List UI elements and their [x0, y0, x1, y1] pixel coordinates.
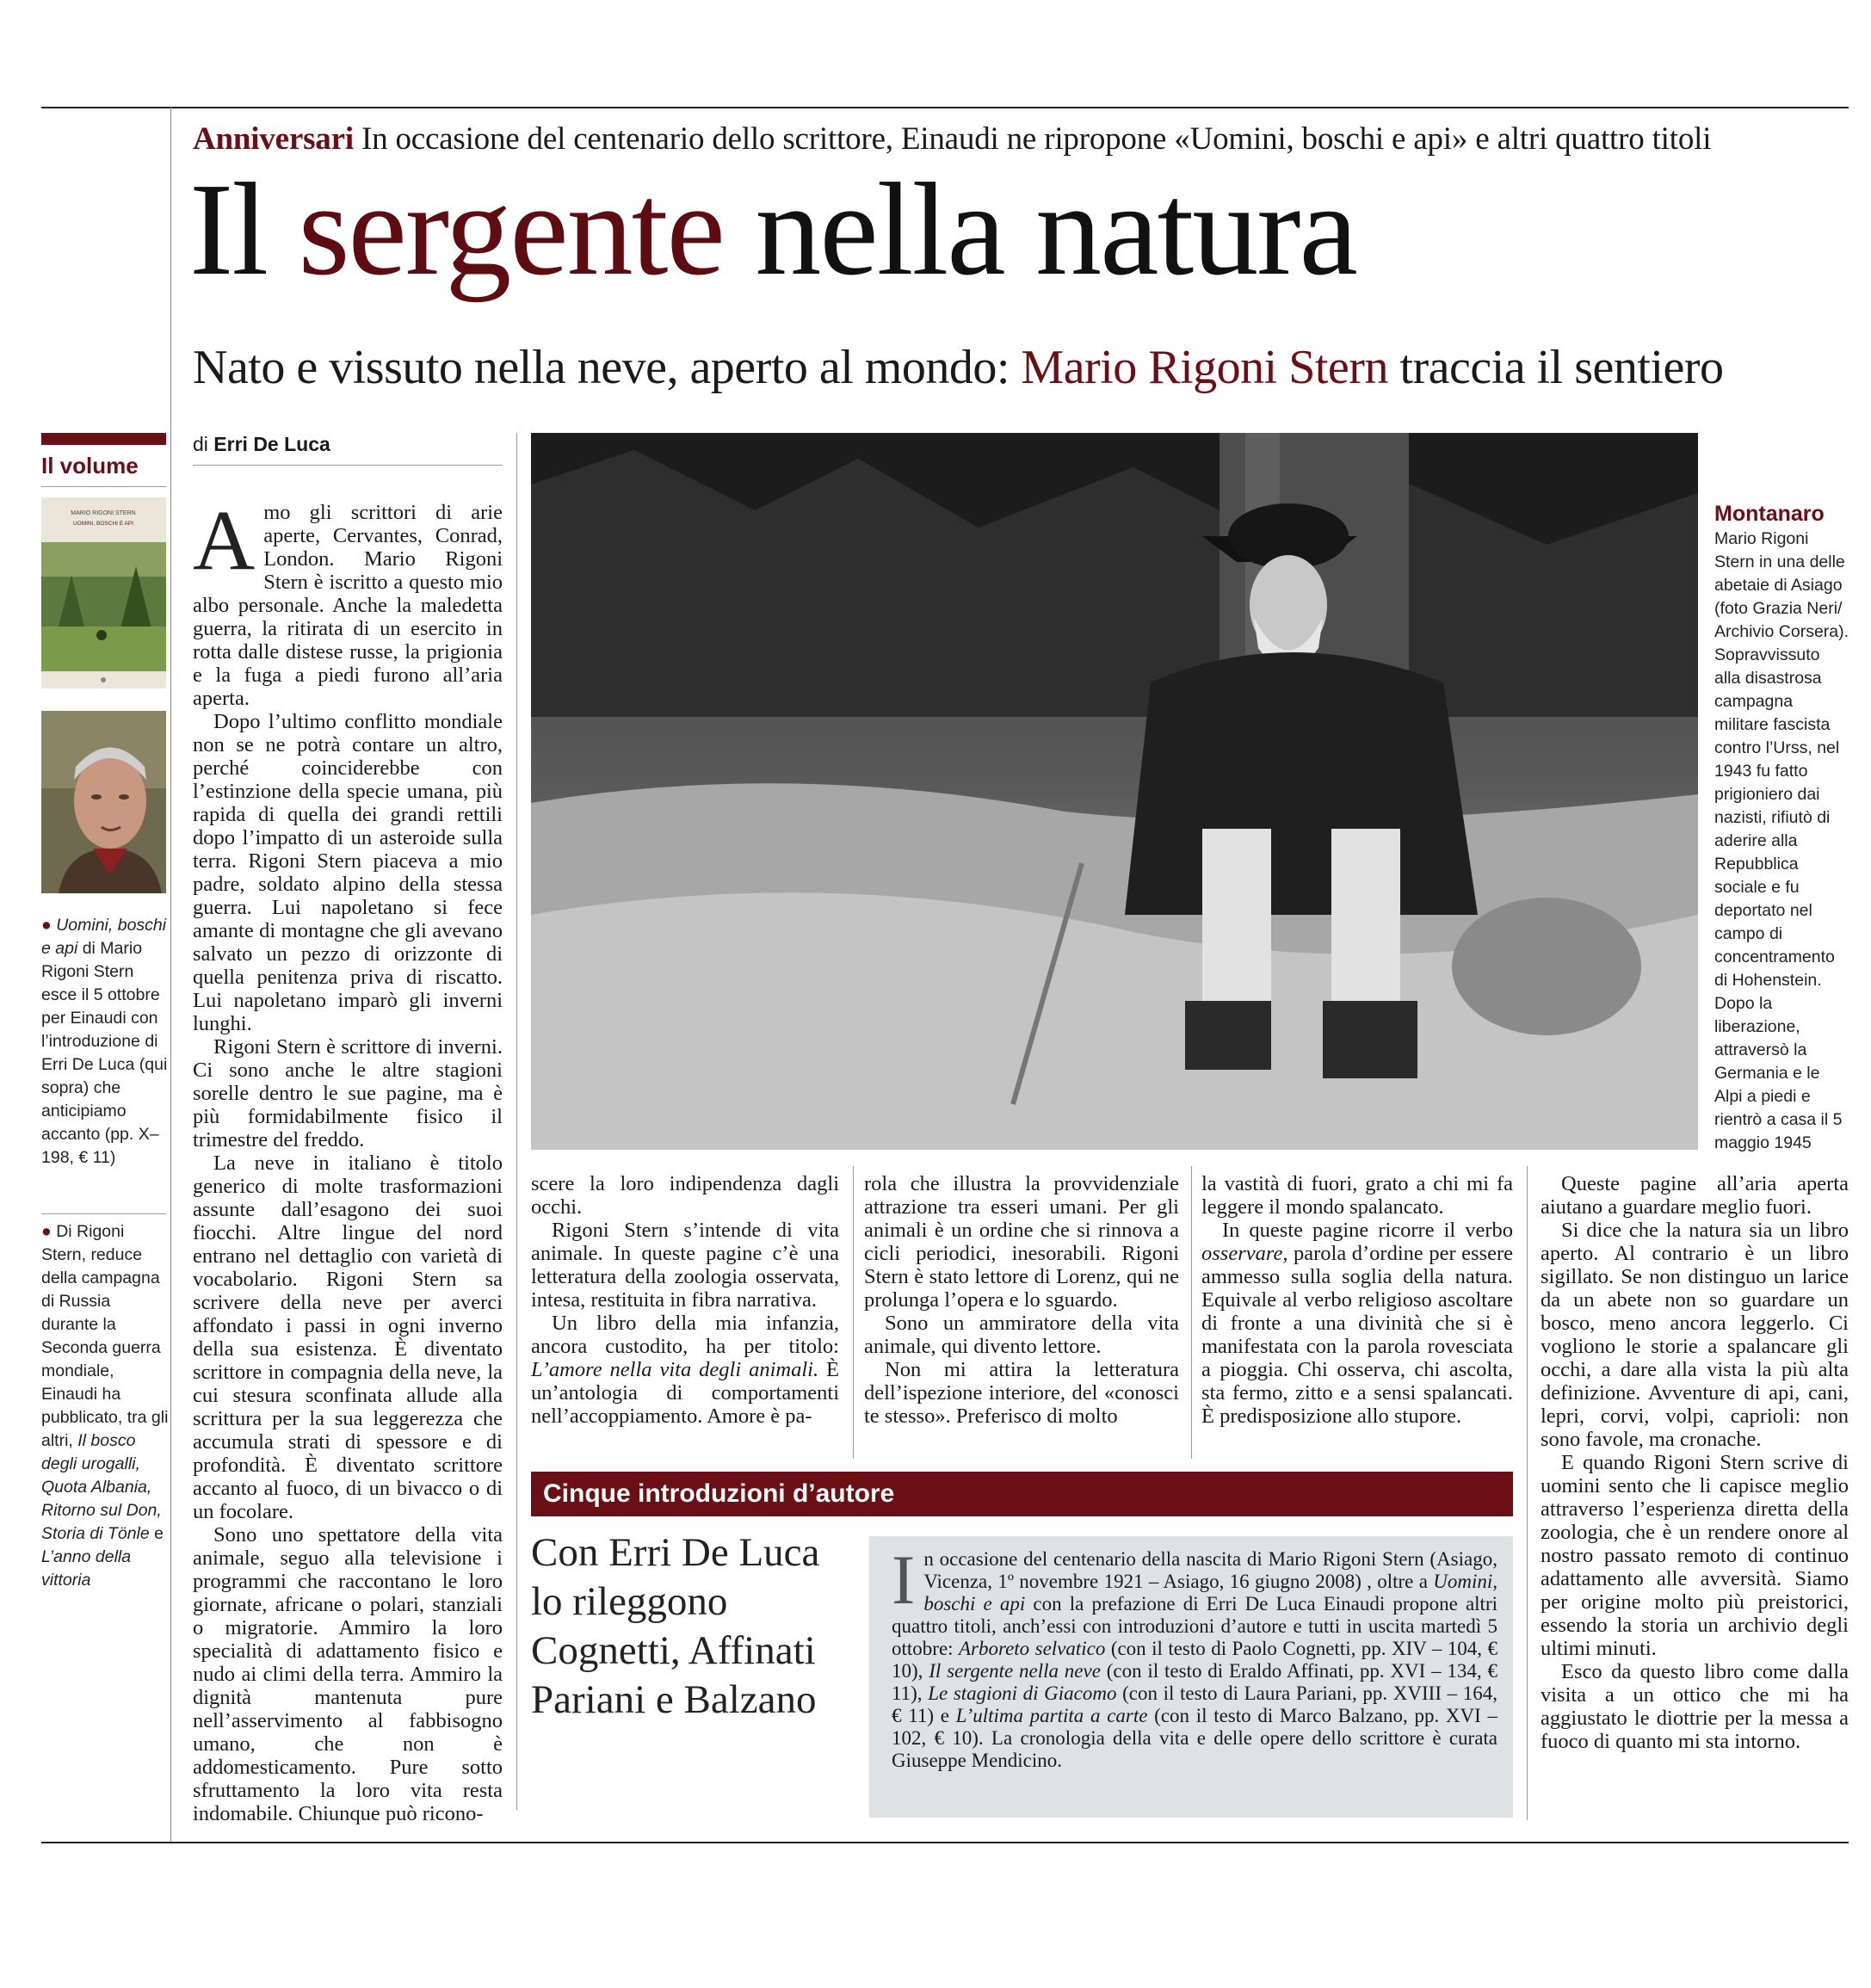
box-text-part: n occasione del centenario della nascita di Mario Rigoni Stern (Asiago, Vicenza, 1º novembre 1921 – Asiago, 16 giugno 2008) , oltre a [923, 1548, 1497, 1592]
article-column-4 [1201, 1172, 1513, 1428]
photo-caption-text: Mario Rigoni Stern in una delle abetaie di Asiago (foto Grazia Neri/ Archivio Corsera). Sopravvissuto alla disastrosa campagna militare fascista contro l’Urss, nel 1943 fu fatto prigioniero dai nazisti, rifiutò di aderire alla Repubblica sociale e fu deportato nel campo di concentramento di Hohenstein. Dopo la liberazione, attraversò la Germania e le Alpi a piedi e rientrò a casa il 5 maggio 1945 [1714, 529, 1849, 1152]
dropcap: A [193, 492, 256, 588]
kicker [193, 120, 1711, 157]
box-dropcap: I [892, 1540, 916, 1619]
sidebar-divider [170, 107, 171, 1842]
subhead-highlight: Mario Rigoni Stern [1021, 341, 1388, 394]
sidebar-note-1-text: di Mario Rigoni Stern esce il 5 ottobre per Einaudi con l’introduzione di Erri De Luca (qui sopra) che anticipiamo accanto (pp. X–198, € 11) [41, 939, 168, 1167]
sidebar-note-2-connector: e [149, 1524, 164, 1543]
subhead-part2: traccia il sentiero [1387, 341, 1724, 394]
article-paragraph: Sono un ammiratore della vita animale, qui divento lettore. [864, 1312, 1179, 1358]
sidebar-top-bar [41, 433, 166, 445]
article-paragraph: scere la loro indipendenza dagli occhi. [531, 1172, 839, 1219]
article-paragraph: rola che illustra la provvidenziale attrazione tra esseri umani. Per gli animali è un ordine che si rinnova a cicli periodici, inesorabili. Rigoni Stern è stato lettore di Lorenz, qui ne prolunga l’opera e lo sguardo. [864, 1172, 1179, 1312]
box-text-part: con la prefazione di Erri De Luca Einaudi propone altri quattro titoli, anch’essi con introduzioni d’autore e tutti in uscita martedì 5 ottobre: [892, 1593, 1497, 1659]
box-book-title: Il sergente nella neve [929, 1660, 1101, 1682]
box-text [869, 1536, 1513, 1818]
column-divider [1191, 1166, 1192, 1459]
sidebar-note-1-title: Uomini, boschi e api [41, 916, 167, 958]
article-paragraph-tail: parola d’ordine per essere ammesso sulla soglia della natura. Equivale al verbo religioso ascoltare di fronte a una divinità che si è manifestata con la parola rovesciata a pioggia. Chi osserva, chi ascolta, sta fermo, zitto e a sensi spalancati. È predisposizione allo stupore. [1201, 1242, 1513, 1428]
box-text-part: (con il testo di Laura Pariani, pp. XVIII – 164, € 11) e [892, 1682, 1498, 1726]
kicker-tag: Anniversari [193, 121, 354, 157]
box-text-part: (con il testo di Marco Balzano, pp. XVI – 102, € 10). La cronologia della vita e delle opere dello scrittore è curata Giuseppe Mendicino. [892, 1705, 1497, 1771]
kicker-text: In occasione del centenario dello scrittore, Einaudi ne ripropone «Uomini, boschi e api» e altri quattro titoli [361, 121, 1712, 157]
sidebar-title: Il volume [41, 453, 139, 478]
article-paragraph: E quando Rigoni Stern scrive di uomini sento che li capisce meglio attraverso l’esperienza diretta della zoologia, che è un rendere onore al nostro passato remoto di continuo adattamento alle avversità. Siamo per origine molto più preistorici, essendo la storia un archivio degli ultimi minuti. [1541, 1451, 1849, 1660]
box-headline: Con Erri De Luca lo rileggono Cognetti, Affinati Pariani e Balzano [531, 1530, 820, 1722]
sidebar-note-2-last-title: L’anno della vittoria [41, 1547, 132, 1590]
column-divider [1527, 1166, 1528, 1820]
article-paragraph: Non mi attira la letteratura dell’ispezione interiore, del «conosci te stesso». Preferisco di molto [864, 1358, 1179, 1428]
book-title-italic: L’amore nella vita degli animali. [531, 1358, 819, 1381]
article-paragraph: mo gli scrittori di arie aperte, Cervantes, Conrad, London. Mario Rigoni Stern è iscritto a questo mio albo personale. Anche la maledetta guerra, la ritirata di un esercito in rotta dalle distese russe, la prigionia e la fuga a piedi furono all’aria aperta. [193, 501, 503, 710]
subheadline [193, 340, 1724, 395]
headline-part2: nella natura [723, 157, 1356, 303]
column-divider [516, 433, 517, 1810]
book-cover-image [41, 497, 166, 688]
box-book-title: Uomini, boschi e api [923, 1571, 1497, 1614]
sidebar-note-divider [41, 1213, 166, 1214]
sidebar-title-rule [41, 486, 166, 487]
column-divider [853, 1166, 854, 1459]
byline-author: Erri De Luca [213, 433, 330, 455]
article-paragraph: Dopo l’ultimo conflitto mondiale non se ne potrà contare un altro, perché coinciderebbe con l’estinzione della specie umana, più rapida di quella dei grandi rettili dopo l’impatto di un asteroide sulla terra. Rigoni Stern piaceva a mio padre, soldato alpino della stessa guerra. Lui napoletano si fece amante di montagne che gli avevano salvato un pezzo di orizzonte di quella penitenza priva di riscatto. Lui napoletano imparò gli inverni lunghi. [193, 710, 503, 1035]
subhead-part1: Nato e vissuto nella neve, aperto al mondo: [193, 341, 1022, 394]
sidebar-note-2-text: Di Rigoni Stern, reduce della campagna di Russia durante la Seconda guerra mondiale, Einaudi ha pubblicato, tra gli altri, [41, 1222, 169, 1450]
box-book-title: L’ultima partita a carte [955, 1705, 1148, 1726]
article-paragraph: la vastità di fuori, grato a chi mi fa leggere il mondo spalancato. [1201, 1172, 1513, 1219]
article-paragraph: Si dice che la natura sia un libro aperto. Al contrario è un libro sigillato. Se non distinguo un larice da un abete non so guardare un bosco, meno ancora leggerlo. Ci vogliono le storie a spalancare gli occhi, a dare alla vista la più alta definizione. Avventure di api, cani, lepri, corvi, volpi, caprioli: non sono favole, ma cronache. [1541, 1219, 1849, 1451]
article-paragraph: Sono uno spettatore della vita animale, seguo alla televisione i programmi che raccontano le loro giornate, africane o polari, stanziali o migratorie. Ammiro la loro specialità di adattamento fisico e nudo ai climi della terra. Ammiro la dignità mantenuta pure nell’asservimento al fabbisogno umano, che non è addomesticamento. Pure sotto sfruttamento la loro vita resta indomabile. Chiunque può ricono- [193, 1523, 503, 1825]
article-paragraph-tail: È un’antologia di comportamenti nell’accoppiamento. Amore è pa- [531, 1358, 839, 1428]
article-column-3 [864, 1172, 1179, 1428]
article-paragraph: In queste pagine ricorre il verbo [1222, 1219, 1513, 1242]
article-paragraph: Esco da questo libro come dalla visita a un ottico che mi ha aggiustato le diottrie per la messa a fuoco di quanto mi sta intorno. [1541, 1660, 1849, 1753]
author-portrait-image [41, 711, 166, 893]
main-photo [531, 433, 1698, 1150]
book-cover-title: UOMINI, BOSCHI E API [72, 521, 134, 527]
byline-rule [193, 465, 503, 466]
book-cover-author: MARIO RIGONI STERN [71, 510, 136, 516]
article-column-2 [531, 1172, 839, 1428]
sidebar-note-2 [41, 1220, 169, 1592]
italic-word: osservare, [1201, 1242, 1288, 1265]
article-column-1 [193, 492, 503, 1825]
bullet-icon: ● [41, 916, 52, 935]
article-paragraph: Rigoni Stern è scrittore di inverni. Ci sono anche le altre stagioni sorelle dentro le sue pagine, ma è più formidabilmente fisico il trimestre del freddo. [193, 1035, 503, 1151]
headline-part1: Il [189, 157, 299, 303]
box-book-title: Arboreto selvatico [958, 1638, 1106, 1659]
article-paragraph: Un libro della mia infanzia, ancora custodito, ha per titolo: [531, 1312, 839, 1358]
byline-prefix: di [193, 433, 208, 455]
bullet-icon: ● [41, 1222, 52, 1241]
headline-highlight: sergente [298, 157, 724, 303]
sidebar-note-2-titles: Il bosco degli urogalli, Quota Albania, Ritorno sul Don, Storia di Tönle [41, 1431, 162, 1543]
box-text-part: (con il testo di Eraldo Affinati, pp. XVI – 134, € 11), [892, 1660, 1497, 1704]
box-header: Cinque introduzioni d’autore [531, 1472, 1513, 1516]
bottom-rule [41, 1842, 1849, 1843]
article-paragraph: Queste pagine all’aria aperta aiutano a guardare meglio fuori. [1541, 1172, 1849, 1219]
article-column-5 [1541, 1172, 1849, 1753]
sidebar-note-1 [41, 914, 169, 1170]
box-text-part: (con il testo di Paolo Cognetti, pp. XIV – 104, € 10), [892, 1638, 1497, 1682]
top-rule [41, 107, 1849, 108]
box-book-title: Le stagioni di Giacomo [928, 1682, 1117, 1704]
byline [193, 433, 330, 456]
photo-caption-title: Montanaro [1714, 502, 1825, 526]
article-paragraph: La neve in italiano è titolo generico di molte trasformazioni assunte dall’esagono dei suoi fiocchi. Altre lingue del nord entrano nel dettaglio con varietà di vocabolario. Rigoni Stern sa scrivere della neve per averci affondato i passi in ogni inverno della sua esistenza. È diventato scrittore in compagnia della neve, la cui stesura sconfinata allude alla scrittura per la sua leggerezza che accumula strati di spessore e di profondità. È diventato scrittore accanto al fuoco, di un bivacco o di un focolare. [193, 1151, 503, 1523]
headline [189, 157, 1356, 303]
article-paragraph: Rigoni Stern s’intende di vita animale. In queste pagine c’è una letteratura della zoologia osservata, intesa, restituita in fibra narrativa. [531, 1219, 839, 1312]
